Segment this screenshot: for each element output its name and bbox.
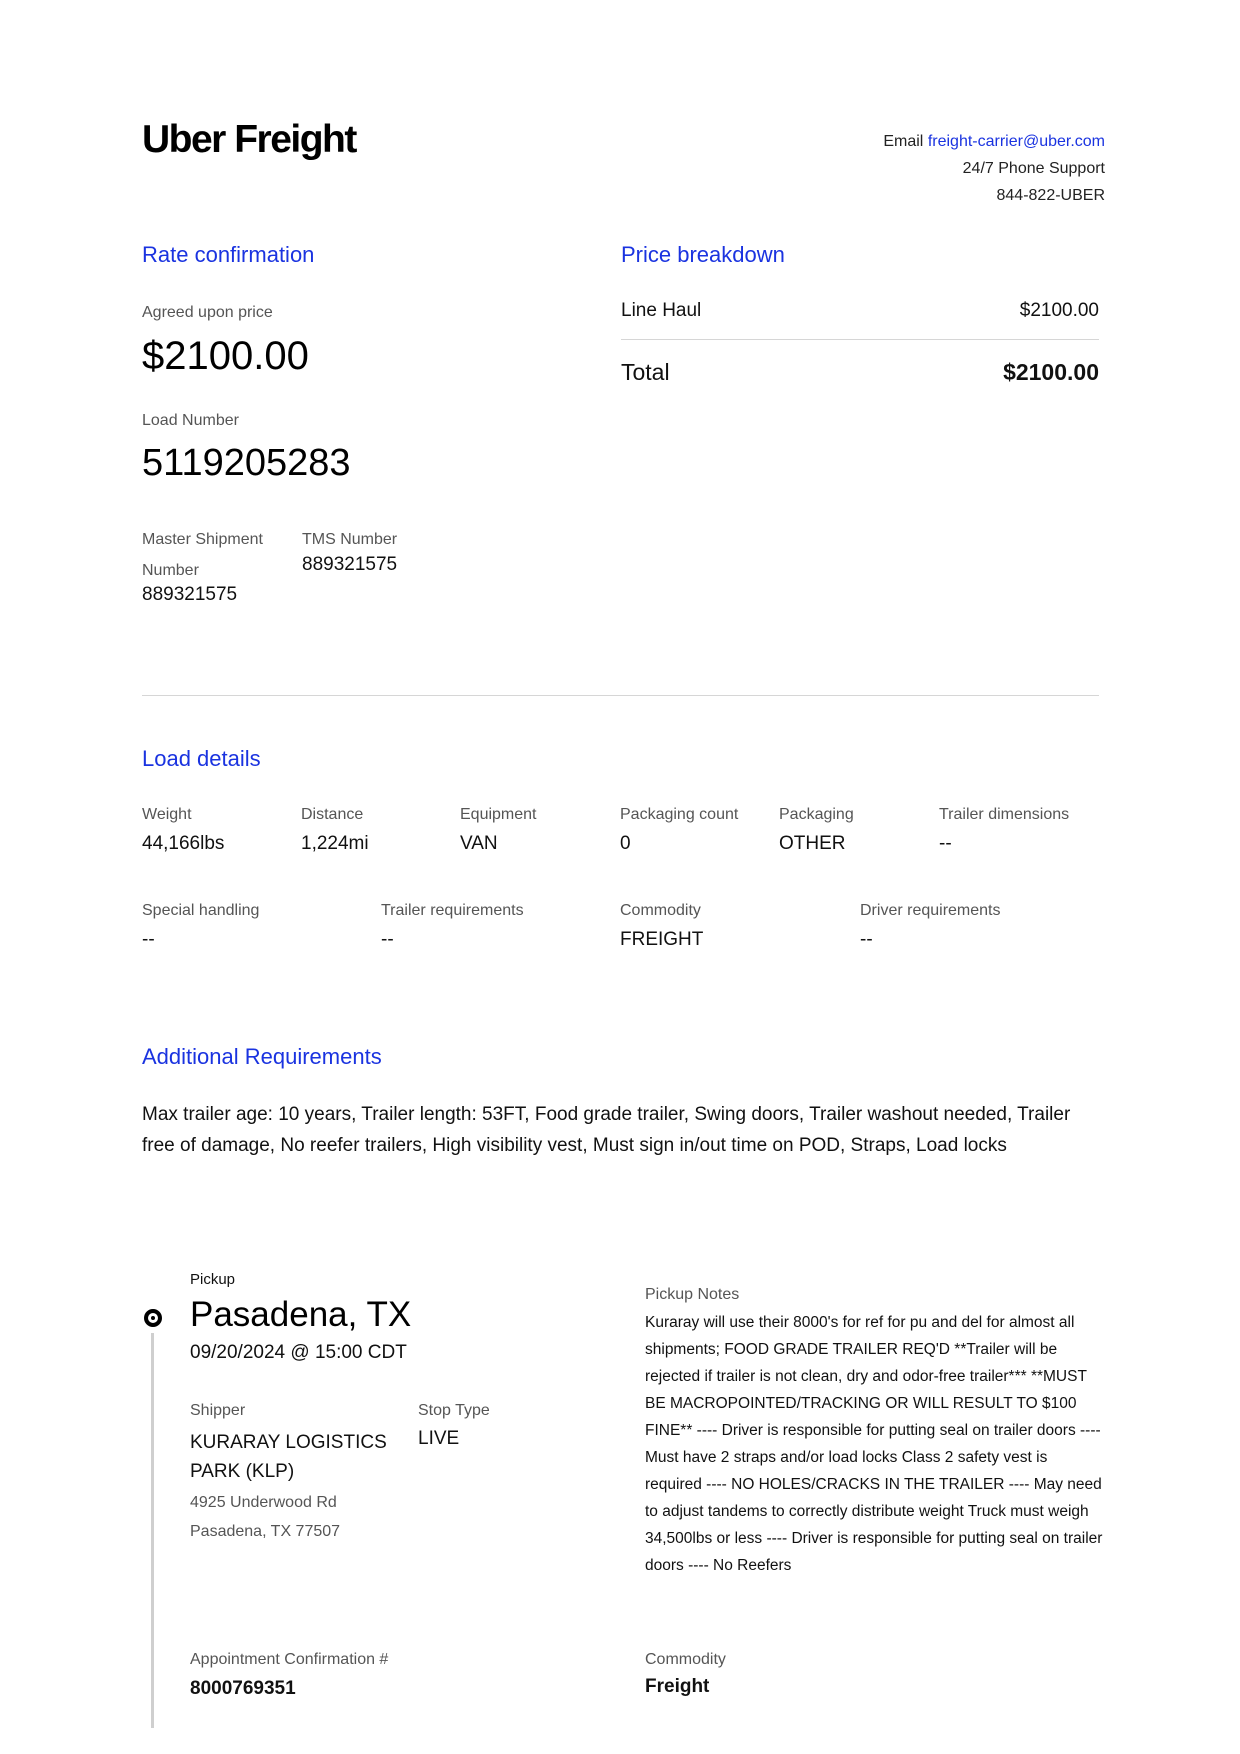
special-handling-value: -- [142,929,155,950]
support-label: 24/7 Phone Support [962,160,1105,177]
price-breakdown-title: Price breakdown [621,242,785,267]
additional-requirements-text: Max trailer age: 10 years, Trailer length: 53FT, Food grade trailer, Swing doors, Trailer washout needed, Trailer free of damage, No reefer trailers, High visibility vest, Must sign in/out time on POD, Straps, Load locks [142,1104,1071,1156]
section-divider [142,695,1099,696]
load-detail-equipment [460,806,537,855]
load-number-value: 5119205283 [142,442,351,484]
load-detail-trailer-requirements [381,902,524,951]
load-detail-trailer-dimensions [939,806,1069,855]
packaging-value: OTHER [779,833,846,854]
load-detail-packaging [779,806,854,855]
distance-label: Distance [301,806,364,823]
stop-commodity-value: Freight [645,1676,710,1697]
shipper-address [190,1488,340,1546]
rate-confirmation-title: Rate confirmation [142,242,315,267]
appointment-value: 8000769351 [190,1678,296,1699]
load-detail-weight [142,806,224,855]
uber-freight-logo: Uber Freight [142,118,356,161]
agreed-price-value: $2100.00 [142,334,309,378]
load-detail-special-handling [142,902,259,951]
driver-requirements-value: -- [860,929,873,950]
tms-number-label: TMS Number [302,531,398,548]
support-phone: 844-822-UBER [996,187,1105,204]
price-divider [621,339,1099,340]
master-shipment-label-line2: Number [142,562,199,579]
shipper-name-line2: PARK (KLP) [190,1461,295,1482]
master-shipment-value: 889321575 [142,584,238,605]
shipper-address-line1: 4925 Underwood Rd [190,1494,337,1511]
appointment-label: Appointment Confirmation # [190,1651,389,1668]
shipper-label: Shipper [190,1402,246,1419]
packaging-label: Packaging [779,806,854,823]
packaging-count-label: Packaging count [620,806,739,823]
line-haul-label: Line Haul [621,300,702,321]
email-link[interactable]: freight-carrier@uber.com [927,133,1105,150]
total-value: $2100.00 [1003,359,1099,385]
stop-type-label: Stop Type [418,1402,490,1419]
additional-requirements-title: Additional Requirements [142,1044,382,1069]
commodity-value: FREIGHT [620,929,704,950]
load-detail-packaging-count [620,806,738,855]
load-detail-commodity [620,902,703,951]
equipment-value: VAN [460,833,498,854]
commodity-label: Commodity [620,902,701,919]
agreed-price-label: Agreed upon price [142,304,273,321]
line-haul-row [621,300,1099,322]
stop-marker-icon [144,1309,162,1327]
shipper-name-line1: KURARAY LOGISTICS [190,1432,387,1453]
load-detail-distance [301,806,369,855]
tms-number-value: 889321575 [302,554,398,575]
load-details-title: Load details [142,746,261,771]
line-haul-value: $2100.00 [1019,300,1099,321]
shipper-name [190,1428,387,1486]
pickup-datetime: 09/20/2024 @ 15:00 CDT [190,1342,407,1363]
pickup-city: Pasadena, TX [190,1295,412,1334]
total-label: Total [621,359,670,385]
total-row [621,359,1099,386]
trailer-dimensions-value: -- [939,833,952,854]
stop-type-value: LIVE [418,1428,460,1449]
weight-value: 44,166lbs [142,833,225,854]
load-detail-driver-requirements [860,902,1000,951]
pickup-notes-text: Kuraray will use their 8000's for ref for pu and del for almost all shipments; FOOD GRADE TRAILER REQ'D **Trailer will be rejected if trailer is not clean, dry and odor-free trailer*** **MUST BE MACROPOINTED/TRACKING OR WILL RESULT TO $100 FINE** ---- Driver is responsible for putting seal on trailer doors ---- Must have 2 straps and/or load locks Class 2 safety vest is required ---- NO HOLES/CRACKS IN THE TRAILER ---- May need to adjust tandems to correctly distribute weight Truck must weigh 34,500lbs or less ---- Driver is responsible for putting seal on trailer doors ---- No Reefers [645,1314,1103,1574]
stop-commodity-label: Commodity [645,1651,726,1668]
pickup-label: Pickup [190,1271,236,1288]
special-handling-label: Special handling [142,902,260,919]
contact-block [883,128,1105,209]
load-number-label: Load Number [142,412,239,429]
email-label: Email [883,133,924,150]
master-shipment-label-line1: Master Shipment [142,531,263,548]
distance-value: 1,224mi [301,833,369,854]
pickup-notes-label: Pickup Notes [645,1286,740,1303]
stop-timeline-line [151,1333,154,1728]
shipper-address-line2: Pasadena, TX 77507 [190,1523,341,1540]
driver-requirements-label: Driver requirements [860,902,1001,919]
trailer-dimensions-label: Trailer dimensions [939,806,1070,823]
weight-label: Weight [142,806,192,823]
equipment-label: Equipment [460,806,537,823]
packaging-count-value: 0 [620,833,631,854]
master-shipment-label [142,524,263,586]
trailer-requirements-label: Trailer requirements [381,902,524,919]
trailer-requirements-value: -- [381,929,394,950]
